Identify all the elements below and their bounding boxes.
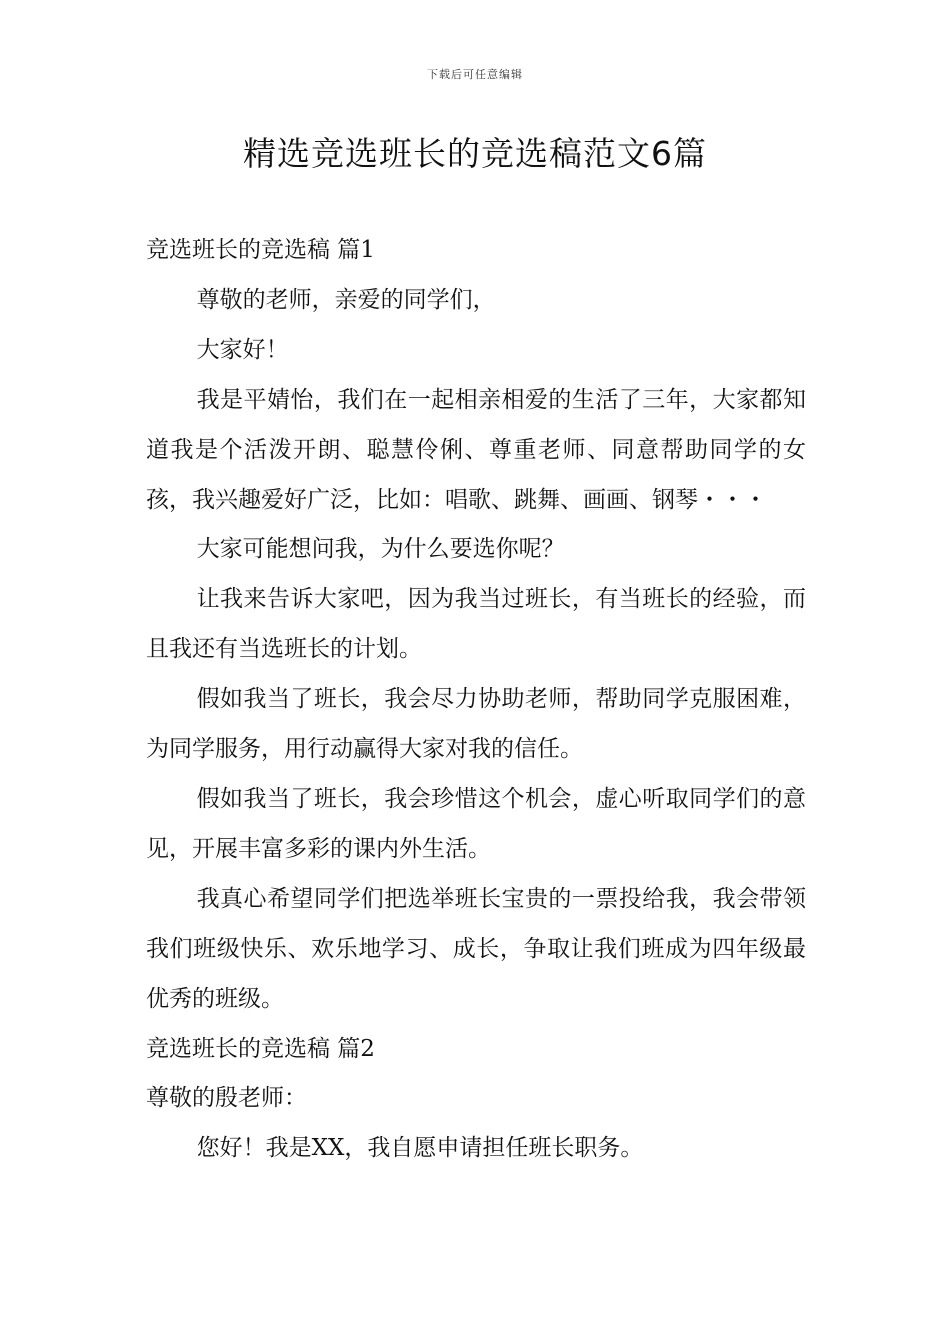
section-heading-1: 竞选班长的竞选稿 篇1	[146, 237, 375, 263]
paragraph: 大家可能想问我，为什么要选你呢？	[196, 536, 565, 563]
document-title: 精选竞选班长的竞选稿范文6篇	[243, 134, 707, 173]
salutation: 尊敬的殷老师：	[146, 1085, 307, 1112]
paragraph: 我真心希望同学们把选举班长宝贵的一票投给我，我会带领我们班级快乐、欢乐地学习、成长，争取让我们班成为四年级最优秀的班级。	[146, 885, 806, 1012]
paragraph: 假如我当了班长，我会尽力协助老师，帮助同学克服困难，为同学服务，用行动赢得大家对我的信任。	[146, 686, 806, 763]
paragraph: 我是平婧怡，我们在一起相亲相爱的生活了三年，大家都知道我是个活泼开朗、聪慧伶俐、尊重老师、同意帮助同学的女孩，我兴趣爱好广泛，比如：唱歌、跳舞、画画、钢琴・・・	[146, 386, 806, 513]
paragraph: 您好！我是XX，我自愿申请担任班长职务。	[196, 1135, 644, 1162]
paragraph: 让我来告诉大家吧，因为我当过班长，有当班长的经验，而且我还有当选班长的计划。	[146, 586, 806, 663]
paragraph: 假如我当了班长，我会珍惜这个机会，虚心听取同学们的意见，开展丰富多彩的课内外生活。	[146, 785, 806, 862]
paragraph: 大家好！	[196, 336, 289, 363]
document-body	[146, 226, 806, 1174]
section-heading-2: 竞选班长的竞选稿 篇2	[146, 1035, 375, 1062]
paragraph: 尊敬的老师，亲爱的同学们，	[196, 286, 496, 313]
header-note: 下载后可任意编辑	[427, 68, 523, 81]
